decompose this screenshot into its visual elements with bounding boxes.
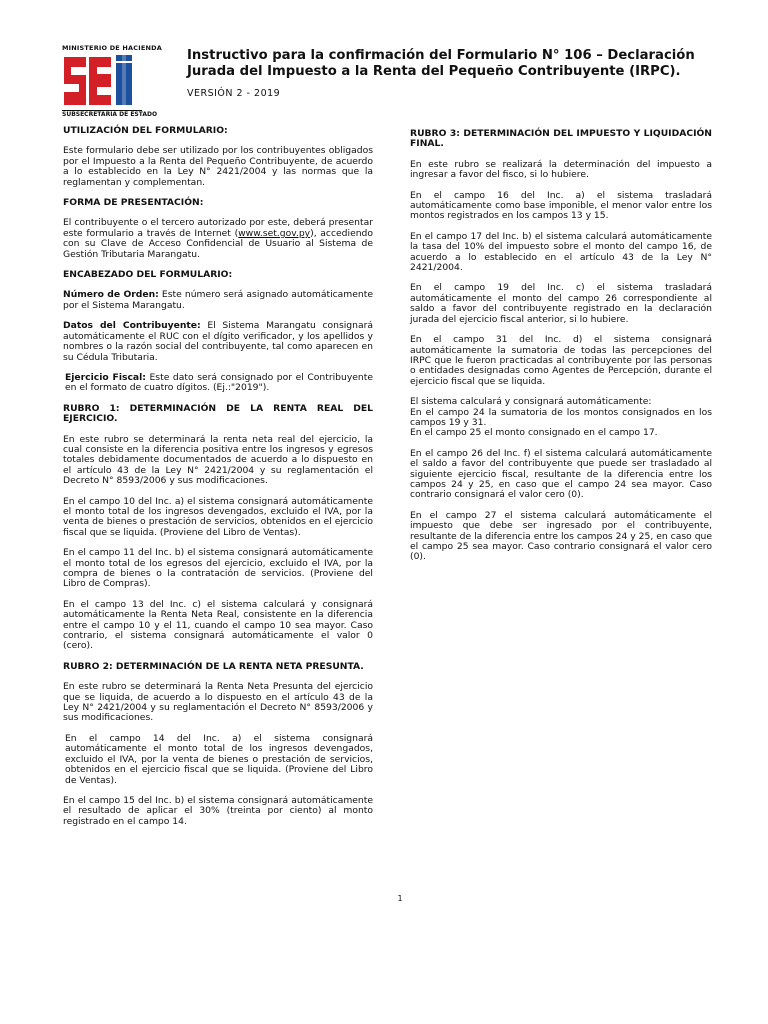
paragraph-campo-17: En el campo 17 del Inc. b) el sistema calculará automáticamente la tasa del 10% del impuesto sobre el monto del campo 16, de acuerdo a lo establecido en el artículo 43 de la Ley N° 2421/2004. [410, 230, 712, 274]
paragraph-campo-11: En el campo 11 del Inc. b) el sistema consignará automáticamente el monto total de los egresos del ejercicio, excluido el IVA, por la compra de bienes o la contratación de servicios. (Proviene del Libro de Compras). [63, 547, 373, 590]
paragraph-datos-contribuyente [63, 321, 373, 363]
text-fragment: Este dato será consignado por el Contribuyente en el formato de cuatro dígitos. (Ej.:"2019"). [65, 371, 373, 394]
paragraph-utilizacion: Este formulario debe ser utilizado por los contribuyentes obligados por el Impuesto a la Renta del Pequeño Contribuyente, de acuerdo a lo establecido en la Ley N° 2421/2004 y las normas que la reglamentan y complementan. [63, 145, 373, 188]
paragraph-campo-15: En el campo 15 del Inc. b) el sistema consignará automáticamente el resultado de aplicar el 30% (treinta por ciento) al monto registrado en el campo 14. [63, 794, 373, 827]
paragraph-rubro-2: En este rubro se determinará la Renta Neta Presunta del ejercicio que se liquida, de acuerdo a lo dispuesto en el artículo 43 de la Ley N° 2421/2004 y su reglamentación el Decreto N° 8593/2006 y sus modificaciones. [63, 681, 373, 724]
paragraph-campo-10: En el campo 10 del Inc. a) el sistema consignará automáticamente el monto total de los ingresos devengados, excluido el IVA, por la venta de bienes o prestación de servicios, obtenidos en el ejercicio fiscal que se liquida. (Proviene del Libro de Ventas). [63, 495, 373, 538]
heading-rubro-3: RUBRO 3: DETERMINACIÓN DEL IMPUESTO Y LIQUIDACIÓN FINAL. [410, 128, 712, 150]
text-fragment: El contribuyente o el tercero autorizado por este, deberá presentar este formulario a través de Internet ( [63, 217, 373, 239]
text-fragment: ), accediendo con su Clave de Acceso Confidencial de Usuario al Sistema de Gestión Tributaria Marangatu. [63, 227, 373, 260]
paragraph-calculo-automatico [410, 397, 712, 439]
paragraph-campo-26: En el campo 26 del Inc. f) el sistema calculará automáticamente el saldo a favor del contribuyente que puede ser trasladado al siguiente ejercicio fiscal, resultante de la diferencia entre los campos 24 y 25, en caso que el campo 24 sea mayor. Caso contrario consignará el valor cero (0). [410, 447, 712, 501]
set-website-link[interactable]: www.set.gov.py [238, 227, 311, 239]
page-number: 1 [397, 894, 403, 903]
paragraph-forma-presentacion [63, 218, 373, 260]
paragraph-campo-19: En el campo 19 del Inc. c) el sistema trasladará automáticamente el monto del campo 26 correspondiente al saldo a favor del contribuyente registrado en la declaración jurada del ejercicio fiscal anterior, si lo hubiere. [410, 282, 712, 325]
logo-ministry-text: MINISTERIO DE HACIENDA [62, 44, 162, 52]
heading-rubro-1: RUBRO 1: DETERMINACIÓN DE LA RENTA REAL DEL EJERCICIO. [63, 402, 373, 425]
paragraph-campo-27: En el campo 27 el sistema calculará automáticamente el impuesto que debe ser ingresado por el contribuyente, resultante de la diferencia entre los campos 24 y 25, en caso que el campo 25 sea mayor. Caso contrario consignará el valor cero (0). [410, 509, 712, 563]
heading-rubro-2: RUBRO 2: DETERMINACIÓN DE LA RENTA NETA PRESUNTA. [63, 660, 364, 672]
heading-utilizacion: UTILIZACIÓN DEL FORMULARIO: [63, 125, 228, 136]
paragraph-campo-31: En el campo 31 del Inc. d) el sistema consignará automáticamente la sumatoria de todas las percepciones del IRPC que le fueron practicadas al contribuyente por las personas o entidades designadas como Agentes de Percepción, durante el ejercicio fiscal que se liquida. [410, 334, 712, 387]
document-title: Instructivo para la confirmación del Formulario N° 106 – Declaración Jurada del Impuesto a la Renta del Pequeño Contribuyente (IRPC). [187, 48, 695, 79]
heading-encabezado: ENCABEZADO DEL FORMULARIO: [63, 269, 233, 281]
label-ejercicio-fiscal: Ejercicio Fiscal: [65, 371, 146, 383]
calc-intro: El sistema calculará y consignará automáticamente: [410, 396, 652, 408]
paragraph-ejercicio-fiscal [63, 373, 373, 394]
label-numero-orden: Número de Orden: [63, 289, 159, 301]
version-label: VERSIÓN 2 - 2019 [187, 88, 281, 99]
set-logo-mark [62, 53, 142, 109]
paragraph-campo-14: En el campo 14 del Inc. a) el sistema consignará automáticamente el monto total de los ingresos devengados, excluido el IVA, por la venta de bienes o prestación de servicios, obtenidos en el ejercicio fiscal que se liquida. (Proviene del Libro de Ventas). [65, 732, 373, 786]
text-fragment: Este número será asignado automáticamente por el Sistema Marangatu. [63, 289, 373, 311]
ministry-logo [62, 44, 162, 118]
paragraph-campo-16: En el campo 16 del Inc. a) el sistema trasladará automáticamente como base imponible, el menor valor entre los montos registrados en los campos 13 y 15. [410, 189, 712, 222]
right-column [410, 129, 712, 573]
paragraph-rubro-1: En este rubro se determinará la renta neta real del ejercicio, la cual consiste en la diferencia positiva entre los ingresos y egresos totales debidamente documentados de acuerdo a lo dispuesto en el artículo 43 de la Ley N° 2421/2004 y su reglamentación el Decreto N° 8593/2006 y sus modificaciones. [63, 433, 373, 487]
paragraph-campo-13: En el campo 13 del Inc. c) el sistema calculará y consignará automáticamente la Renta Neta Real, consistente en la diferencia entre el campo 10 y el 11, cuando el campo 10 sea mayor. Caso contrario, el sistema consignará automáticamente el valor 0 (cero). [63, 598, 373, 652]
calc-campo-24: En el campo 24 la sumatoria de los montos consignados en los campos 19 y 31. [410, 406, 712, 428]
label-datos-contribuyente: Datos del Contribuyente: [63, 320, 201, 332]
paragraph-numero-orden [63, 290, 373, 311]
text-fragment: El Sistema Marangatu consignará automáticamente el RUC con el dígito verificador, y los apellidos y nombres o la razón social del contribuyente, tal como aparecen en su Cédula Tributaria. [63, 320, 373, 363]
heading-forma-presentacion: FORMA DE PRESENTACIÓN: [63, 197, 204, 209]
left-column [63, 126, 373, 837]
paragraph-rubro-3: En este rubro se realizará la determinación del impuesto a ingresar a favor del fisco, si lo hubiere. [410, 158, 712, 181]
calc-campo-25: En el campo 25 el monto consignado en el campo 17. [410, 427, 658, 439]
logo-subsecretaria-text: SUBSECRETARIA DE ESTADO [62, 111, 158, 118]
